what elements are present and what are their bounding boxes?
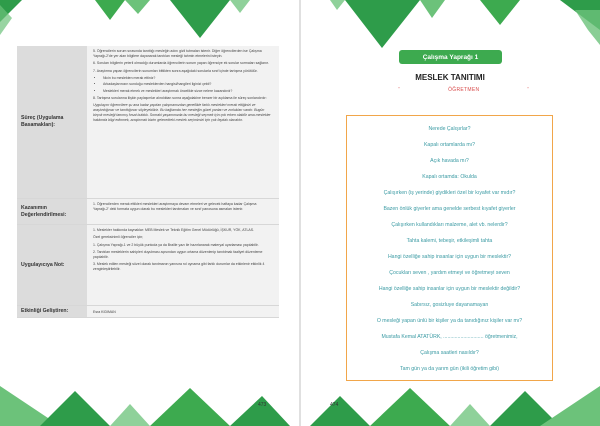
page-gutter <box>299 0 301 426</box>
profession-subtitle <box>350 87 550 93</box>
paragraph: 1. Çalışma Yaprağı-1 ve 2 büyük puntoda ya da Braille yazı ile hazırlanarak materyal uyarlaması yapılabilir. <box>93 242 259 247</box>
row-label: Etkinliği Geliştiren: <box>17 306 87 317</box>
paragraph: 2. Tanıtılan mesleklerin sahipleri duyulması açısından uygun ortama düzenlenip tanıtılmak faaliyet düzenleme yapılabilir. <box>93 249 263 259</box>
worksheet-title: MESLEK TANITIMI <box>415 73 485 82</box>
list-item: • Nicin bu meslekten merak ettiniz? <box>103 76 273 81</box>
answer-line: Çocukları seven , yardım etmeyi ve öğretmeyi seven <box>389 270 510 276</box>
table-row <box>17 46 279 199</box>
row-content <box>87 225 279 305</box>
paragraph: 5. Öğrencilerin sorum sırasında tanıttığı mesleğin adını gizli tutmaları istenir. Diğer öğrencilerden ise Çalışma Yaprağı-2'de yer alan bilgilere dayanarak tanıtılan mesleği tahmin etmelerini isteyin. <box>93 49 262 59</box>
table-row <box>17 225 279 306</box>
question-line: Çalışırken (iş yerinde) giydikleri özel bir kıyafet var mıdır? <box>383 190 516 196</box>
italic-paragraph: Uygulayıcı öğrencilere şu ana kadar yapılan çalışmamızdan genellikle farklı meslekleri merak ettiğinizi ve araştırdığınızı ve tanıttığınızı söyleyebiliriz. Bu bağlamda her mesleğin güzel yanları ve zorlukları vardır. Bugün birçok mesleği tanımış fırsat bulduk. Sonraki yaşamınızda bu mesleği seçmek için çok erken olabilir ama meslekler hakkında bilgi edinmek, araştırmak bizim gelecekteki meslek seçimimizi için çok faydalı olacaktır. <box>93 103 271 123</box>
row-label: Uygulayıcıya Not: <box>17 225 87 305</box>
paragraph: 6. Soruları bilgilerin yeterli olmadığı durumlarda öğrencilerin sorum yapan öğrenciye ek sorular sormaları sağlanır. <box>93 61 269 66</box>
author-name: Esra KIDIMAN <box>93 309 116 314</box>
answer-line: Kapalı ortamda: Okulda <box>422 174 477 180</box>
worksheet-tab: Çalışma Yaprağı 1 <box>399 50 502 64</box>
paragraph: 8. Tartışma sorularına ilişkin paylaşımlar alındıktan sonra aşağıdakine benzer bir açıklama ile süreç sonlandırılır: <box>93 96 267 100</box>
question-line: Açık havada mı? <box>430 158 469 164</box>
answer-line: Mustafa Kemal ATATÜRK, ............................ öğretmenimiz, <box>381 334 518 340</box>
row-label: Kazanımın Değerlendirilmesi: <box>17 199 87 224</box>
row-content <box>87 306 279 317</box>
profession-name: ÖĞRETMEN <box>448 87 480 93</box>
paragraph: 1. Meslekler hakkında kaynaklar: MEB Meslek ve Teknik Eğitim Genel Müdürlüğü, İŞKUR, YÖK, ATLAS. <box>93 228 255 232</box>
quote-mark: " <box>527 87 530 93</box>
question-line: Kapalı ortamlarda mı? <box>423 142 476 148</box>
question-line: Hangi özelliğe sahip insanlar için uygun bir meslektir değildir? <box>378 286 521 292</box>
questions-box <box>346 115 553 381</box>
list-item: • Meslekleri merak etmek ve meslekleri araştırmak öncelikle sizce nelere kazandırdı? <box>103 89 273 94</box>
paragraph: 3. Meslek edilen mesleği sözel olarak tanıtmanın yanısıra rol oynama gibi farklı durumlar da etkinlenir etkinlik 4 zenginleştirilebilir. <box>93 262 265 272</box>
question-line: Çalışma saatleri nasıldır? <box>420 350 479 356</box>
row-label: Süreç (Uygulama Basamakları): <box>17 46 87 198</box>
answer-line: Tam gün ya da yarım gün (ikili öğretim gibi) <box>400 366 499 372</box>
answer-line: Sabırsız, gosizluye dayanamayan <box>410 302 489 308</box>
question-line: Hangi özelliğe sahip insanlar için uygun bir meslektir? <box>387 254 512 260</box>
table-row <box>17 306 279 318</box>
answer-line: Tahta kalemi, tebeşir, etkileşimli tahta <box>406 238 493 244</box>
paragraph: 1. Öğrencilerden merak ettikleri meslekleri araştırmaya devam etmeleri ve gelecek haftaya kadar Çalışma Yaprağı-2' deki formata uygun olarak bu meslekleri tanıtmaları ve sınıf panosuna asmaları istenir. <box>93 202 257 212</box>
page-number-left: 473 <box>258 402 267 408</box>
question-line: O mesleği yapan ünlü bir kişiler ya da tanıdığınız kişiler var mı? <box>376 318 523 324</box>
activity-table <box>17 46 279 318</box>
row-content <box>87 46 279 198</box>
list-item: • Arkadaşlarınızın sunduğu mesleklerden hangisi/hangileri ilginizi çekti? <box>103 82 273 87</box>
bullet-list <box>93 76 273 94</box>
row-content <box>87 199 279 224</box>
page-number-right: 474 <box>330 402 339 408</box>
paragraph: 7. Araştırma yapan öğrencilerin sunumları bittikten sonra aşağıdaki sorularla sınıf içinde tartışma yürütülür. <box>93 68 258 73</box>
answer-line: Bazen önlük giyerler ama genelde serbest kıyafet giyerler <box>383 206 516 212</box>
question-line: Nerede Çalışırlar? <box>428 126 471 132</box>
question-line: Çalışırken kullandıkları malzeme, alet vb. nelerdir? <box>391 222 508 228</box>
quote-mark: " <box>398 87 401 93</box>
table-row <box>17 199 279 225</box>
paragraph: Özel gereksinimli öğrenciler için; <box>93 235 144 240</box>
